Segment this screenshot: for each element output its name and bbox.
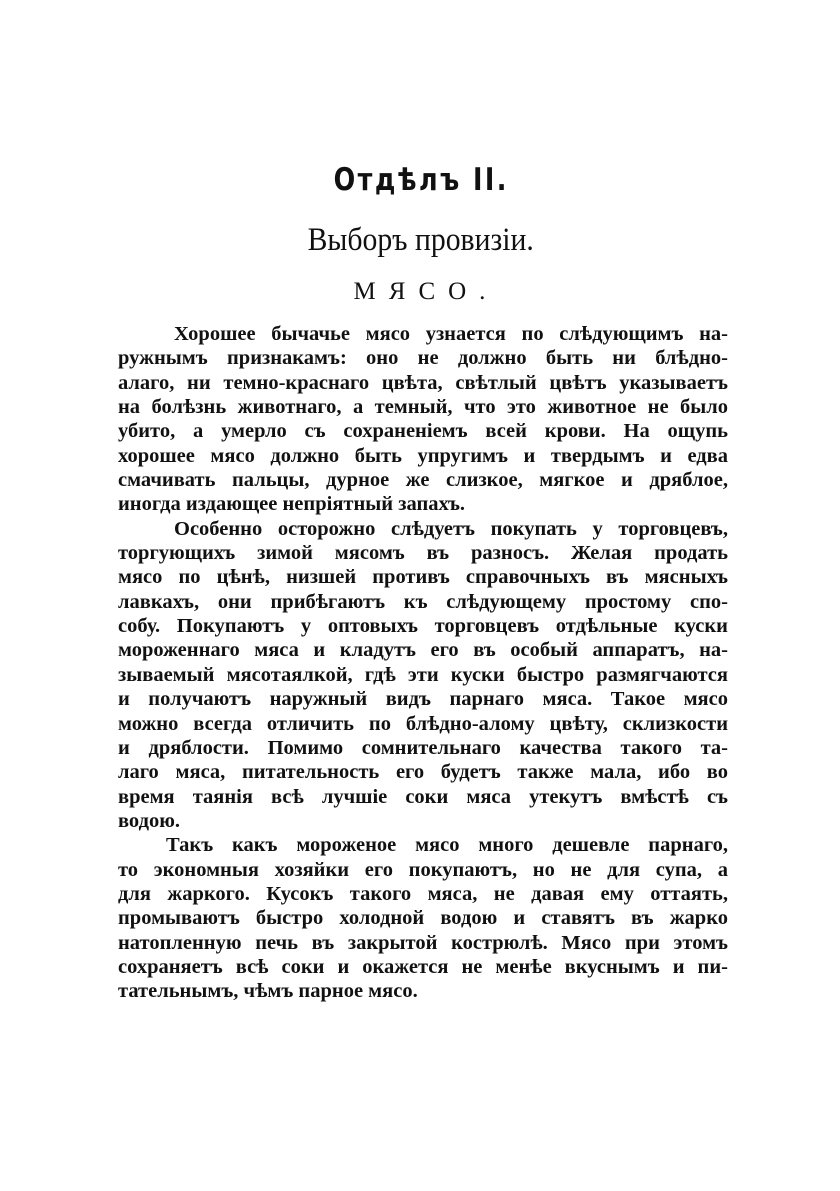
text-line: на болѣзнь животнаго, а темный, что это животное не было (118, 396, 728, 419)
text-line: Хорошее бычачье мясо узнается по слѣдующимъ на- (174, 323, 728, 345)
text-line: мясо по цѣнѣ, низшей противъ справочныхъ въ мясныхъ (118, 566, 728, 589)
paragraph-3 (118, 833, 728, 1003)
text-line: лаго мяса, питательность его будетъ также мала, ибо во (118, 761, 728, 784)
text-line: водою. (118, 809, 181, 832)
text-line: мороженнаго мяса и кладутъ его въ особый аппаратъ, на- (118, 639, 728, 662)
body-text (118, 322, 728, 1004)
text-line: Такъ какъ мороженое мясо много дешевле парнаго, (166, 834, 728, 857)
text-line: и дряблости. Помимо сомнительнаго качества такого та- (118, 736, 728, 759)
chapter-title: Выборъ провизіи. (307, 222, 534, 258)
text-line: ружнымъ признакамъ: оно не должно быть ни блѣдно- (118, 347, 728, 370)
text-line: для жаркого. Кусокъ такого мяса, не давая ему оттаять, (118, 882, 728, 905)
text-line: алаго, ни темно-краснаго цвѣта, свѣтлый цвѣтъ указываетъ (118, 371, 728, 394)
text-line: собу. Покупаютъ у оптовыхъ торговцевъ отдѣльные куски (118, 615, 728, 638)
text-line: хорошее мясо должно быть упругимъ и твердымъ и едва (118, 444, 728, 467)
text-line: время таянія всѣ лучшіе соки мяса утекутъ вмѣстѣ съ (118, 785, 728, 808)
text-line: зываемый мясотаялкой, гдѣ эти куски быстро размягчаются (118, 663, 728, 686)
text-line: торгующихъ зимой мясомъ въ разносъ. Желая продать (118, 542, 728, 565)
paragraph-1 (118, 322, 728, 517)
subsection-title: МЯСО. (353, 278, 499, 305)
text-line: иногда издающее непріятный запахъ. (118, 493, 466, 516)
text-line: и получаютъ наружный видъ парнаго мяса. Такое мясо (118, 688, 728, 711)
paragraph-2 (118, 517, 728, 833)
text-line: промываютъ быстро холодной водою и ставятъ въ жарко (118, 907, 728, 930)
text-line: смачивать пальцы, дурное же слизкое, мягкое и дряблое, (118, 469, 728, 492)
text-line: лавкахъ, они прибѣгаютъ къ слѣдующему простому спо- (118, 590, 728, 613)
text-line: натопленную печь въ закрытой кострюлѣ. Мясо при этомъ (118, 931, 728, 954)
text-line: то экономныя хозяйки его покупаютъ, но не для супа, а (118, 858, 728, 881)
text-line: убито, а умерло съ сохраненіемъ всей крови. На ощупь (118, 420, 728, 443)
section-title: Отдѣлъ II. (333, 162, 509, 198)
text-line: сохраняетъ всѣ соки и окажется не менѣе вкуснымъ и пи- (118, 955, 728, 978)
text-line: можно всегда отличить по блѣдно-алому цвѣту, склизкости (118, 712, 728, 735)
text-line: Особенно осторожно слѣдуетъ покупать у торговцевъ, (174, 517, 728, 540)
text-line: тательнымъ, чѣмъ парное мясо. (118, 980, 418, 1003)
